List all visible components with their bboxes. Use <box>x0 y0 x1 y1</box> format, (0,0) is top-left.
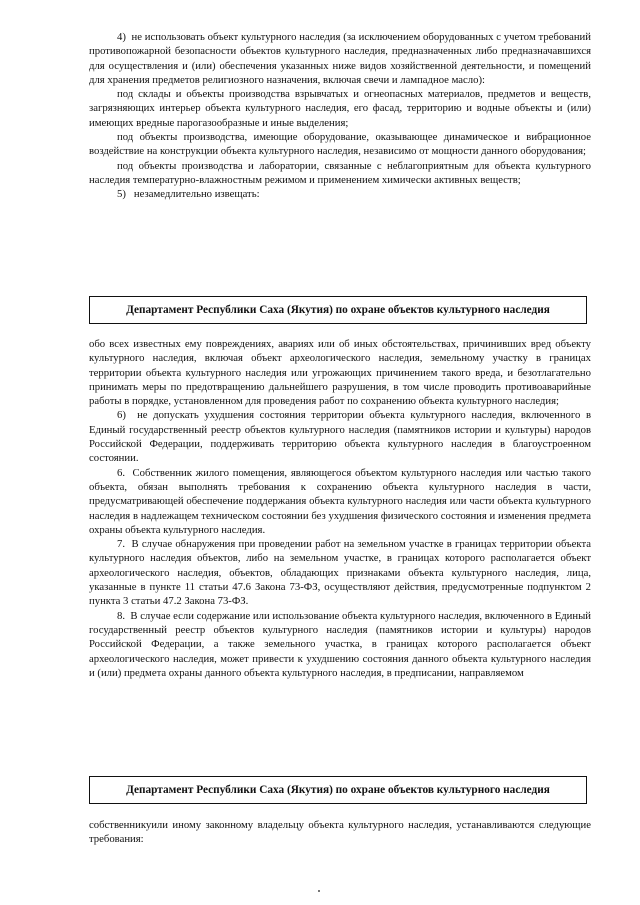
paragraph-clause-8: 8. В случае если содержание или использование объекта культурного наследия, включенного в Единый государственный реестр объектов культурного наследия (памятников истории и культуры) народов Российской Федерации, а также земельного участка, в границах которого располагается объект археологического наследия, может привести к ухудшению состояния данного объекта культурного наследия и (или) предмета охраны данного объекта культурного наследия, в предписании, направляемом <box>89 609 591 679</box>
department-stamp-top: Департамент Республики Саха (Якутия) по охране объектов культурного наследия <box>89 296 587 324</box>
paragraph-clause-7: 7. В случае обнаружения при проведении работ на земельном участке в границах территории объекта культурного наследия объектов, либо на земельном участке, в границах которого располагается объект археологического наследия, объектов, обладающих признаками объекта культурного наследия, лица, указанные в пункте 11 статьи 47.6 Закона 73-ФЗ, осуществляют действия, предусмотренные подпунктом 2 пункта 3 статьи 47.2 Закона 73-ФЗ. <box>89 538 591 608</box>
document-section-bottom <box>89 818 591 847</box>
paragraph-notify-damage: обо всех известных ему повреждениях, авариях или об иных обстоятельствах, причинивших вред объекту культурного наследия, включая объект археологического наследия, земельному участку в границах территории объекта культурного наследия или угрожающих причинением такого вреда, и безотлагательно принимать меры по предотвращению дальнейшего разрушения, в том числе проводить противоаварийные работы в порядке, установленном для проведения работ по сохранению объекта культурного наследия; <box>89 338 591 408</box>
paragraph-item-5: 5) незамедлительно извещать: <box>117 188 260 201</box>
paragraph-item-4: 4) не использовать объект культурного наследия (за исключением оборудованных с учетом требований противопожарной безопасности объектов культурного наследия, предназначенных либо предназначавшихся для осуществления и (или) обеспечения указанных ниже видов хозяйственной деятельности, и помещений для хранения предметов религиозного назначения, включая свечи и лампадное масло): <box>89 31 591 86</box>
paragraph-item-6: 6) не допускать ухудшения состояния территории объекта культурного наследия, включенного в Единый государственный реестр объектов культурного наследия (памятников истории и культуры) народов Российской Федерации, поддерживать территорию объекта культурного наследия в благоустроенном состоянии. <box>89 409 591 465</box>
paragraph-laboratories: под объекты производства и лаборатории, связанные с неблагоприятным для объекта культурного наследия температурно-влажностным режимом и применением химически активных веществ; <box>89 159 591 186</box>
paragraph-requirements: собственникуили иному законному владельцу объекта культурного наследия, устанавливаются следующие требования: <box>89 819 591 846</box>
paragraph-clause-6: 6. Собственник жилого помещения, являющегося объектом культурного наследия или частью такого объекта, обязан выполнять требования к сохранению объекта культурного наследия в части, предусматривающей обеспечение поддержания объекта культурного наследия или части объекта культурного наследия в надлежащем техническом состоянии без ухудшения физического состояния и изменения предмета охраны объекта культурного наследия. <box>89 466 591 536</box>
document-section-middle <box>89 337 591 680</box>
paragraph-warehouses: под склады и объекты производства взрывчатых и огнеопасных материалов, предметов и веществ, загрязняющих интерьер объекта культурного наследия, его фасад, территорию и водные объекты и (или) имеющих вредные парогазообразные и иные выделения; <box>89 88 591 129</box>
department-stamp-bottom: Департамент Республики Саха (Якутия) по охране объектов культурного наследия <box>89 776 587 804</box>
page-speck <box>318 890 320 892</box>
document-section-top <box>89 30 591 202</box>
paragraph-production: под объекты производства, имеющие оборудование, оказывающее динамическое и вибрационное воздействие на конструкции объекта культурного наследия, независимо от мощности данного оборудования; <box>89 131 591 158</box>
